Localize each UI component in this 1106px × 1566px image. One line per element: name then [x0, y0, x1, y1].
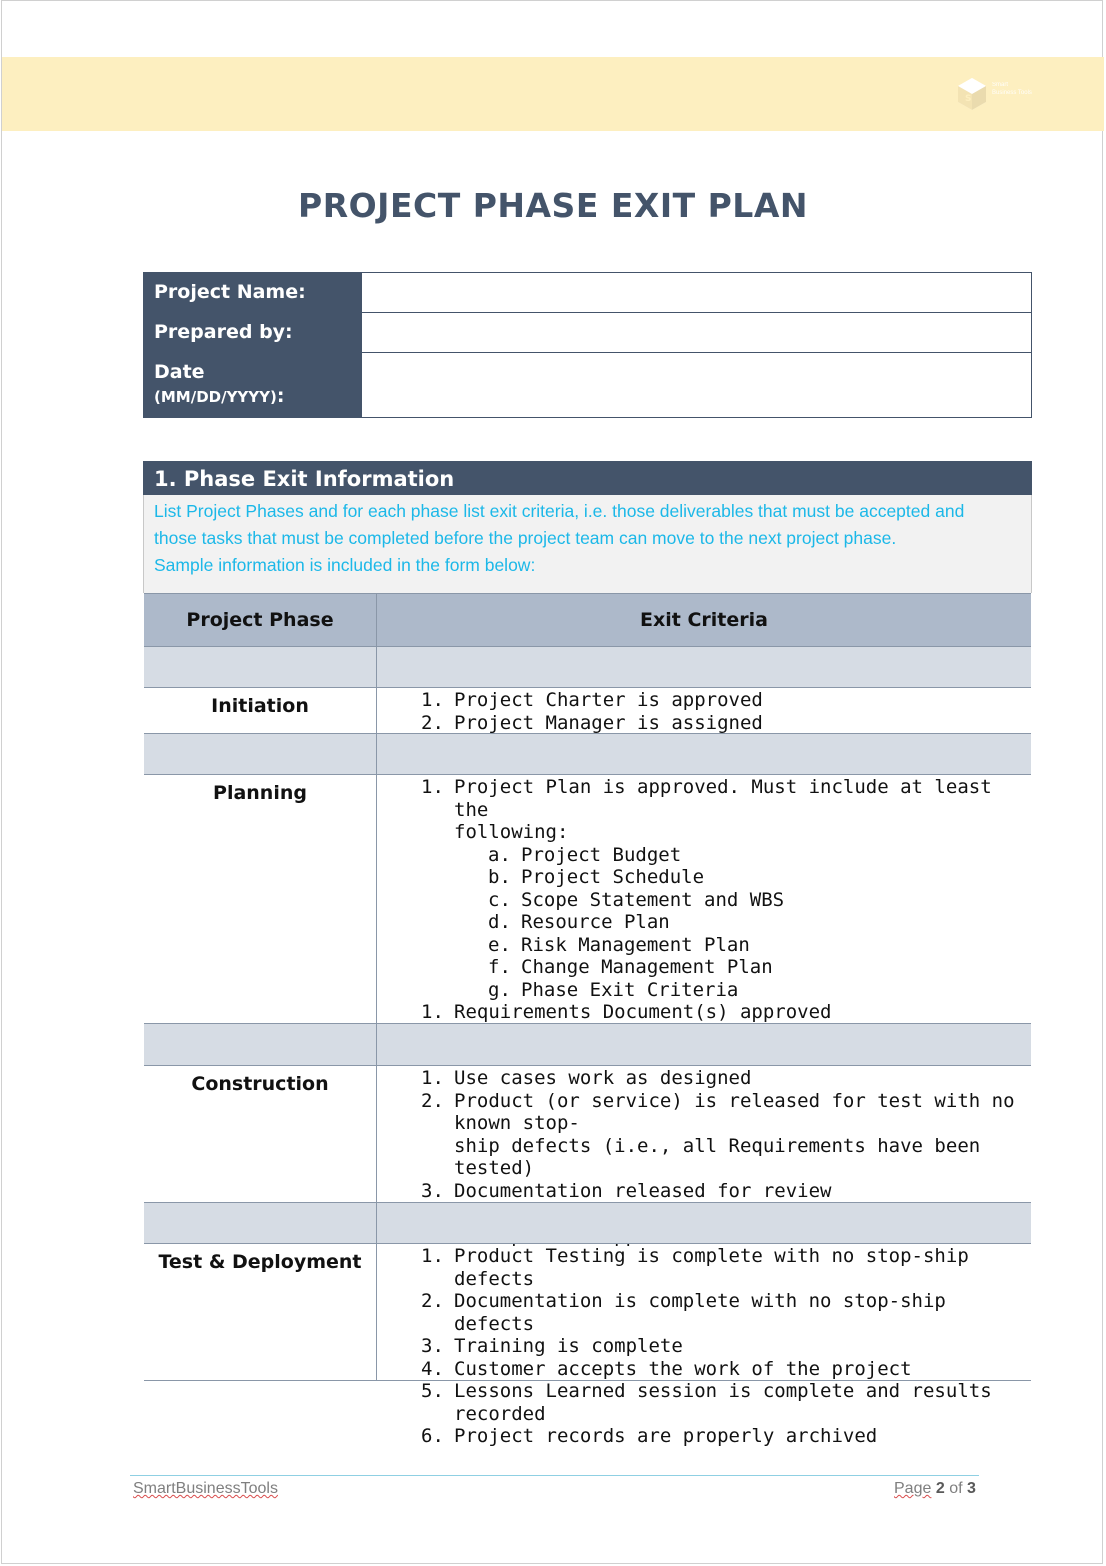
phase-name: Test & Deployment [144, 1244, 377, 1380]
criteria-item: 2. Documentation is complete with no stop-ship defects [421, 1290, 946, 1335]
criteria-subitem: f. Change Management Plan [488, 956, 773, 978]
page-of: of [949, 1480, 963, 1497]
footer-brand: SmartBusinessTools [133, 1480, 278, 1497]
spacer-row [144, 1024, 1031, 1066]
phase-row-construction [144, 1066, 1031, 1203]
header-band [2, 57, 1104, 131]
prepared-by-label: Prepared by: [144, 312, 361, 352]
section-heading: 1. Phase Exit Information [143, 461, 1032, 495]
criteria-item-continuation: ship defects (i.e., all Requirements have been tested) [454, 1134, 981, 1179]
phase-name: Initiation [144, 688, 377, 733]
project-name-label: Project Name: [144, 273, 361, 312]
logo-text: Smart Business Tools [992, 82, 1032, 96]
page-word: Page [894, 1480, 932, 1497]
criteria-item: 3. Documentation released for review [421, 1179, 832, 1202]
exit-criteria-list [377, 688, 1031, 733]
column-header-criteria: Exit Criteria [640, 609, 768, 631]
description-line: those tasks that must be completed before the project team can move to the next project phase. [154, 528, 897, 548]
criteria-subitem: e. Risk Management Plan [488, 933, 750, 956]
project-name-field[interactable] [361, 273, 1031, 312]
phase-name: Planning [144, 775, 377, 1023]
criteria-item: 2. Product (or service) is released for test with no known stop- [421, 1089, 1015, 1134]
phase-name: Construction [144, 1066, 377, 1202]
section-description [143, 495, 1032, 593]
date-format-hint: (MM/DD/YYYY) [154, 388, 277, 406]
project-info-table [143, 272, 1032, 418]
description-line: Sample information is included in the form below: [154, 555, 536, 575]
page-number [894, 1480, 976, 1498]
criteria-item: 6. Project records are properly archived [421, 1425, 878, 1447]
criteria-subitem: a. Project Budget [488, 843, 682, 866]
criteria-item: 1. Project Plan is approved. Must include at least the [421, 776, 992, 821]
date-colon: : [276, 385, 285, 407]
criteria-item: 1. Requirements Document(s) approved [421, 1001, 832, 1023]
criteria-subitem: g. Phase Exit Criteria [488, 978, 739, 1001]
phase-row-test-deployment [144, 1244, 1031, 1447]
description-line: List Project Phases and for each phase list exit criteria, i.e. those deliverables that must be accepted and [154, 501, 965, 521]
criteria-subitem: d. Resource Plan [488, 911, 670, 933]
page-current: 2 [935, 1480, 945, 1497]
criteria-subitem: c. Scope Statement and WBS [488, 888, 785, 911]
prepared-by-field[interactable] [361, 313, 1031, 352]
page-total: 3 [966, 1480, 976, 1497]
phase-row-initiation [144, 688, 1031, 734]
svg-text:S: S [965, 94, 972, 104]
exit-criteria-list [377, 1066, 1031, 1202]
exit-criteria-list [377, 1244, 1031, 1447]
criteria-subitem: b. Project Schedule [488, 866, 705, 888]
criteria-item: 5. Lessons Learned session is complete and results recorded [421, 1380, 992, 1425]
document-title: PROJECT PHASE EXIT PLAN [298, 186, 808, 225]
criteria-item: 3. Training is complete [421, 1335, 683, 1357]
spacer-row [144, 734, 1031, 775]
date-label: Date [154, 361, 205, 383]
table-header-row [144, 593, 1031, 647]
criteria-item: 1. Product Testing is complete with no stop-ship defects [421, 1245, 969, 1290]
criteria-item: 2. Project Manager is assigned [421, 711, 763, 734]
criteria-item-continuation: following: [454, 821, 569, 843]
cube-logo-icon [956, 77, 988, 111]
criteria-item: 1. Project Charter is approved [421, 689, 763, 711]
spacer-row [144, 647, 1031, 688]
date-label-cell [144, 352, 361, 418]
date-field[interactable] [361, 353, 1031, 418]
spacer-row [144, 1203, 1031, 1244]
criteria-item: 4. Customer accepts the work of the project [421, 1357, 912, 1380]
column-header-phase: Project Phase [144, 594, 377, 646]
criteria-item: 1. Use cases work as designed [421, 1067, 752, 1089]
exit-criteria-list [377, 775, 1031, 1023]
phase-row-planning [144, 775, 1031, 1024]
footer-divider [130, 1475, 979, 1476]
company-logo [956, 77, 1036, 113]
